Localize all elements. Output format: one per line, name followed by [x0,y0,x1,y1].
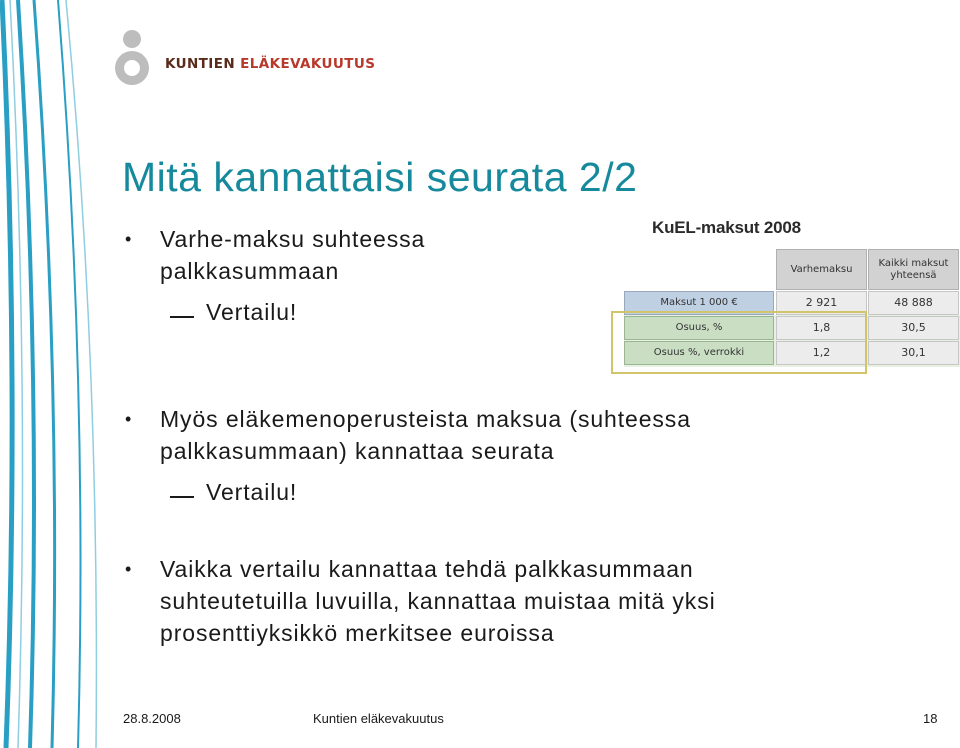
bullet-marker: • [125,229,132,249]
dash-marker [170,316,194,318]
footer-date: 28.8.2008 [123,711,181,726]
logo-mark-icon [108,28,160,86]
table-cell: 30,5 [868,316,959,340]
table-cell: 2 921 [776,291,867,315]
slide-title: Mitä kannattaisi seurata 2/2 [122,154,638,200]
table-row-label: Osuus %, verrokki [624,341,774,365]
bullet-1-sub: Vertailu! [206,299,298,325]
bullet-marker: • [125,559,132,579]
table-col-header: Kaikki maksut yhteensä [868,249,959,290]
logo-text-first: KUNTIEN [165,56,236,72]
table-row-label: Maksut 1 000 € [624,291,774,315]
bullet-2-sub: Vertailu! [206,479,298,505]
bullet-1-text: Varhe-maksu suhteessa palkkasummaan [160,226,426,284]
table-heading: KuEL-maksut 2008 [652,218,801,237]
bullet-2-text: Myös eläkemenoperusteista maksua (suhteessa palkkasummaan) kannattaa seurata [160,406,691,464]
logo [108,28,376,88]
table-cell: 48 888 [868,291,959,315]
footer-org: Kuntien eläkevakuutus [313,711,444,726]
table-cell: 1,2 [776,341,867,365]
table-cell: 1,8 [776,316,867,340]
footer-page-number: 18 [923,711,938,726]
logo-text-rest: ELÄKEVAKUUTUS [235,56,376,72]
table-row-label: Osuus, % [624,316,774,340]
table-col-header: Varhemaksu [776,249,867,290]
bullet-3-text: Vaikka vertailu kannattaa tehdä palkkasummaan suhteutetuilla luvuilla, kannattaa muistaa mitä yksi prosenttiyksikkö merkitsee euroissa [160,556,716,646]
dash-marker [170,496,194,498]
table-cell: 30,1 [868,341,959,365]
table-highlight-frame [611,311,867,374]
bullet-marker: • [125,409,132,429]
logo-text [165,56,375,72]
